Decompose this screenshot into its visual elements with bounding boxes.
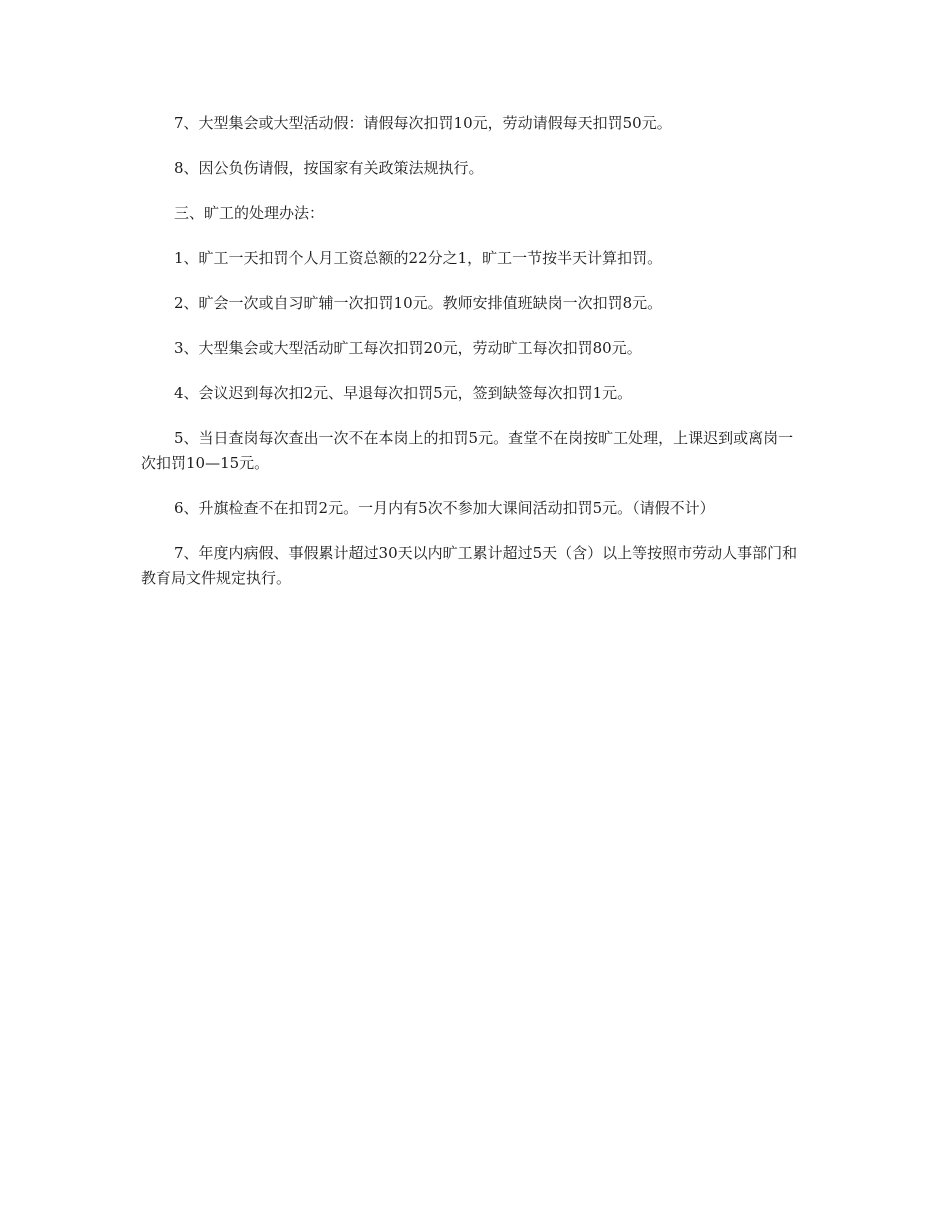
paragraph-sick-leave-assembly: 7、大型集会或大型活动假：请假每次扣罚10元，劳动请假每天扣罚50元。 [174, 114, 672, 132]
paragraph-assembly-absence: 3、大型集会或大型活动旷工每次扣罚20元，劳动旷工每次扣罚80元。 [174, 339, 642, 357]
paragraph-meeting-absence: 2、旷会一次或自习旷辅一次扣罚10元。教师安排值班缺岗一次扣罚8元。 [174, 294, 663, 312]
paragraph-flag-raising: 6、升旗检查不在扣罚2元。一月内有5次不参加大课间活动扣罚5元。（请假不计） [174, 499, 715, 517]
paragraph-work-injury: 8、因公负伤请假，按国家有关政策法规执行。 [174, 159, 484, 177]
document-body [141, 111, 807, 611]
paragraph-annual-leave: 7、年度内病假、事假累计超过30天以内旷工累计超过5天（含）以上等按照市劳动人事部门和教育局文件规定执行。 [141, 544, 798, 587]
paragraph-meeting-late: 4、会议迟到每次扣2元、早退每次扣罚5元，签到缺签每次扣罚1元。 [174, 384, 633, 402]
paragraph-post-check: 5、当日查岗每次查出一次不在本岗上的扣罚5元。查堂不在岗按旷工处理，上课迟到或离岗一次扣罚10—15元。 [141, 429, 794, 472]
section-heading-absenteeism: 三、旷工的处理办法： [174, 204, 325, 222]
paragraph-absence-day: 1、旷工一天扣罚个人月工资总额的22分之1，旷工一节按半天计算扣罚。 [174, 249, 663, 267]
